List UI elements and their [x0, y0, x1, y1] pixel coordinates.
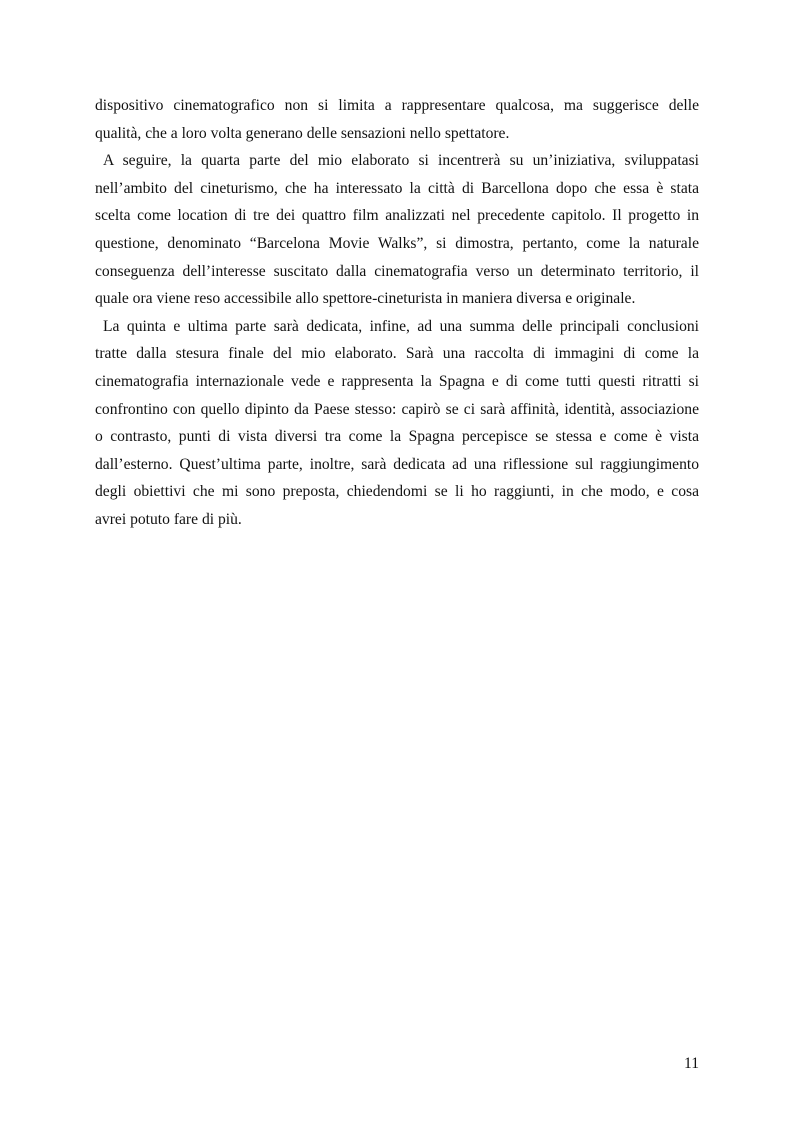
text-line: quale ora viene reso accessibile allo spettore-cineturista in maniera diversa e originale.: [95, 290, 636, 308]
text-line: tratte dalla stesura finale del mio elaborato. Sarà una raccolta di immagini di come la: [95, 345, 699, 363]
paragraph-3: [95, 313, 699, 534]
text-line: A seguire, la quarta parte del mio elaborato si incentrerà su un’iniziativa, sviluppatasi: [103, 152, 699, 170]
text-line: dall’esterno. Quest’ultima parte, inoltre, sarà dedicata ad una riflessione sul raggiungimento: [95, 455, 699, 473]
text-line: cinematografia internazionale vede e rappresenta la Spagna e di come tutti questi ritratti si: [95, 372, 699, 390]
paragraph-2: [95, 147, 699, 313]
text-line: qualità, che a loro volta generano delle sensazioni nello spettatore.: [95, 124, 510, 142]
text-line: questione, denominato “Barcelona Movie Walks”, si dimostra, pertanto, come la naturale: [95, 234, 699, 252]
text-line: degli obiettivi che mi sono preposta, chiedendomi se li ho raggiunti, in che modo, e cosa: [95, 483, 699, 501]
paragraph-1: [95, 92, 699, 147]
text-line: scelta come location di tre dei quattro film analizzati nel precedente capitolo. Il progetto in: [95, 207, 699, 225]
text-line: confrontino con quello dipinto da Paese stesso: capirò se ci sarà affinità, identità, associazione: [95, 400, 699, 418]
text-line: nell’ambito del cineturismo, che ha interessato la città di Barcellona dopo che essa è stata: [95, 179, 699, 197]
page-number: 11: [683, 1055, 699, 1072]
text-line: conseguenza dell’interesse suscitato dalla cinematografia verso un determinato territorio, il: [95, 262, 699, 280]
text-line: dispositivo cinematografico non si limita a rappresentare qualcosa, ma suggerisce delle: [95, 97, 699, 114]
text-line: avrei potuto fare di più.: [95, 510, 242, 528]
text-line: La quinta e ultima parte sarà dedicata, infine, ad una summa delle principali conclusioni: [103, 317, 699, 335]
body-text: [95, 92, 699, 534]
text-line: o contrasto, punti di vista diversi tra come la Spagna percepisce se stessa e come è vista: [95, 428, 699, 446]
